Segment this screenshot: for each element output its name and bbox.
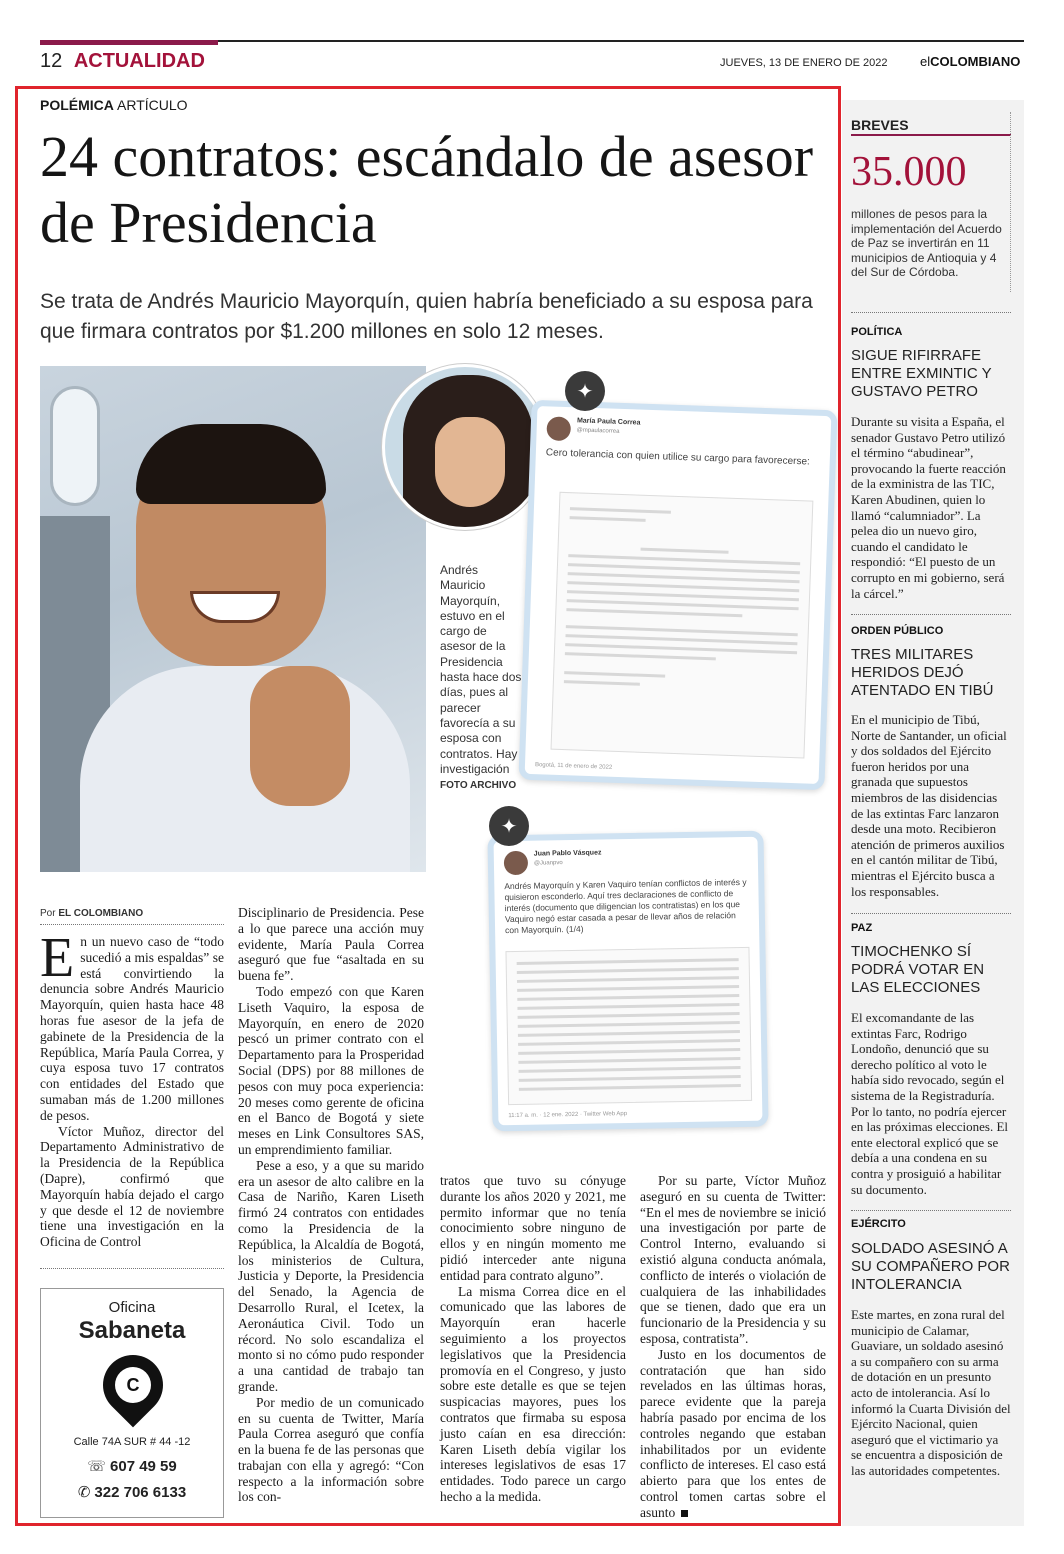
paragraph: Justo en los documentos de contratación que han sido revelados en las últimas horas, parece evidente que la pareja habría pasado por encima de los controles negando que estaban inhabilitados por un evidente conflicto de intereses. El caso está abierto para que los entes de control tomen cartas sobre el asunto <box>640 1346 826 1520</box>
tweet-text: Cero tolerancia con quien utilice su cargo para favorecerse: <box>545 447 810 468</box>
paragraph: Todo empezó con que Karen Liseth Vaquiro, la esposa de Mayorquín, en enero de 2020 pescó un primer contrato con el Departamento para la Prosperidad Social (DPS) por 88 millones de pesos con muy poca experiencia: 20 meses como gerente de oficina en el Banco de Bogotá y siete meses en Link Consultores SAS, un emprendimiento familiar. <box>238 983 424 1157</box>
tweet-document-image <box>505 947 752 1105</box>
twitter-bird-icon: ✦ <box>489 806 529 846</box>
divider <box>40 924 224 925</box>
newspaper-logo <box>920 54 1020 69</box>
brief-category: ORDEN PÚBLICO <box>851 625 944 637</box>
brief-headline: SIGUE RIFIRRAFE ENTRE EXMINTIC Y GUSTAVO PETRO <box>851 347 992 400</box>
tweet-author: María Paula Correa <box>576 417 641 427</box>
tweet-handle: @mpaulacorrea <box>576 427 620 435</box>
brief-text: El excomandante de las extintas Farc, Rodrigo Londoño, denunció que su derecho político al voto le había sido revocado, según el sistema de la Registraduría. Por lo tanto, no podría ejercer en las próximas elecciones. El ente electoral explicó que se debía a una condena en su contra y prosiguió a habilitar su documento. <box>851 1010 1009 1197</box>
brief-text: En el municipio de Tibú, Norte de Santander, un oficial y dos soldados del Ejército fueron heridos por una granada que supuestos miembros de las disidencias de las extintas Farc lanzaron desde una moto. Recibieron atención de primeros auxilios en el cantón militar de Tibú, mientras el Ejército busca a los responsables. <box>851 712 1007 899</box>
sidebar-title-rule <box>851 134 1011 136</box>
tweet-card-correa <box>518 400 837 790</box>
tweet-document-image <box>551 492 814 759</box>
caption-credit: FOTO ARCHIVO <box>440 780 517 792</box>
divider <box>851 1210 1011 1211</box>
airplane-window <box>50 386 100 506</box>
article-headline: 24 contratos: escándalo de asesor de Presidencia <box>40 124 814 255</box>
photo-caption <box>440 563 522 793</box>
paragraph: tratos que tuvo su cónyuge durante los años 2020 y 2021, me permito informar que no tenía conocimiento sobre ninguno de ellos y en ningún momento me pidió interceder ante niguna entidad para contrato alguno”. <box>440 1173 626 1283</box>
whatsapp-number: 322 706 6133 <box>94 1484 187 1501</box>
phone-number: 607 49 59 <box>110 1458 177 1475</box>
dropcap: E <box>40 927 75 989</box>
tweet-author: Juan Pablo Vásquez <box>533 849 602 858</box>
paragraph: Pese a eso, y a que su marido era un asesor de alto calibre en la Casa de Nariño, Karen Liseth firmó 24 contratos con entidades como la Presidencia de la República, la Alcaldía de Bogotá, los ministerios de Cultura, Justicia y Deporte, la Presidencia del Senado, la Agencia de Desarrollo Rural, el Icetex, la Aeronáutica Civil. Todo un récord. No solo escandaliza el monto si no cómo pudo responder a una cantidad de trabajo tan grande. <box>238 1157 424 1394</box>
paragraph: Por su parte, Víctor Muñoz aseguró en su cuenta de Twitter: “En el mes de noviembre se inició una investigación por parte de Control Interno, evaluando si existió alguna conducta anómala, conflicto de interés o violación de cualquiera de las inhabilidades que se tienen, dado que era un funcionario de la Presidencia y su esposa, contratista”. <box>640 1173 826 1346</box>
paragraph: Víctor Muñoz, director del Departamento Administrativo de la Presidencia de la República (Dapre), confirmó que Mayorquín había dejado el cargo y que desde el 12 de noviembre tiene una investigación en la Oficina de Control <box>40 1123 224 1250</box>
paragraph: n un nuevo caso de “todo sucedió a mis espaldas” se está convirtiendo la denuncia sobre Andrés Mauricio Mayorquín, quien hasta hace 48 horas fue asesor de la jefa de gabinete de la Presidencia de la República, María Paula Correa, y cuya esposa tuvo 17 contratos con entidades del Estado que sumaban más de 1.200 millones de pesos. <box>40 934 224 1123</box>
advertisement-box <box>40 1288 224 1518</box>
kicker-bold: POLÉMICA <box>40 97 114 113</box>
divider <box>851 614 1011 615</box>
phone-icon: ☏ <box>87 1457 107 1475</box>
sidebar-big-number: 35.000 <box>851 149 967 195</box>
ad-name: Sabaneta <box>78 1317 186 1344</box>
brief-category: EJÉRCITO <box>851 1218 906 1230</box>
tweet-avatar <box>504 851 528 875</box>
article-column-4 <box>640 1173 826 1521</box>
ad-logo: C <box>115 1367 151 1403</box>
divider <box>851 312 1011 313</box>
tweet-handle: @Juanpvo <box>533 860 563 867</box>
byline <box>40 908 143 919</box>
ad-title: Oficina <box>108 1299 156 1316</box>
whatsapp-icon: ✆ <box>77 1483 91 1501</box>
photo-mayorquin <box>40 366 426 872</box>
paragraph: Por medio de un comunicado en su cuenta de Twitter, María Paula Correa aseguró que confía en la buena fe de las personas que trabajan con ella y agregó: “Con respecto a la información sobre los con- <box>238 1394 424 1505</box>
end-mark <box>681 1510 688 1517</box>
brief-text: Durante su visita a España, el senador Gustavo Petro utilizó el término “abudinear”, provocando la fuerte reacción de la exministra de las TIC, Karen Abudinen, quien lo llamó “calumniador”. La pelea dio un nuevo giro, cuando el candidato le respondió: “El puesto de un corrupto en mi gobierno, será la cárcel.” <box>851 414 1006 601</box>
ad-phone <box>41 1457 223 1475</box>
header-accent-bar <box>40 40 218 45</box>
article-column-3 <box>440 1173 626 1505</box>
tweet-card-vasquez <box>487 831 768 1132</box>
brief-text: Este martes, en zona rural del municipio de Calamar, Guaviare, un soldado asesinó a su compañero con su arma de dotación en un presunto acto de intolerancia. Así lo informó la Cuarta División del Ejército Nacional, quien aseguró que el victimario ya se encuentra a disposición de las autoridades competentes. <box>851 1307 1011 1478</box>
brief-headline: TIMOCHENKO SÍ PODRÁ VOTAR EN LAS ELECCIONES <box>851 943 985 996</box>
issue-date: JUEVES, 13 DE ENERO DE 2022 <box>720 57 888 69</box>
brief-headline: TRES MILITARES HERIDOS DEJÓ ATENTADO EN TIBÚ <box>851 646 994 699</box>
brand-prefix: el <box>920 54 931 69</box>
tweet-footer: 11:17 a. m. · 12 ene. 2022 · Twitter Web App <box>508 1111 628 1120</box>
section-label <box>40 50 205 73</box>
section-name: ACTUALIDAD <box>73 50 205 72</box>
divider <box>851 913 1011 914</box>
shirt <box>80 666 410 872</box>
paragraph: Disciplinario de Presidencia. Pese a lo que parece una acción muy evidente, María Paula Correa aseguró que fue “asaltada en su buena fe”. <box>238 905 424 984</box>
divider <box>40 1268 224 1269</box>
caption-text: Andrés Mauricio Mayorquín, estuvo en el cargo de asesor de la Presidencia hasta hace dos días, pues al parecer favorecía a su esposa con contratos. Hay investigación <box>440 563 522 776</box>
page-number: 12 <box>40 50 63 72</box>
paragraph: La misma Correa dice en el comunicado que las labores de Mayorquín eran hacerle seguimiento a los proyectos legislativos que la Presidencia promovía en el Congreso, y justo sobre este detalle es que se tejen suspicacias mayores, pues los contratos que firmaba su esposa justo caían en esa dirección: Karen Liseth debía vigilar los intereses legislativos de esas 17 entidades. Todo parece un cargo hecho a la medida. <box>440 1283 626 1504</box>
tweet-text: Andrés Mayorquín y Karen Vaquiro tenían conflictos de interés y quisieron esconderlo. Aquí tres declaraciones de conflicto de interés (documento que diligencian los contratistas) en los que Vaquiro negó estar casada a pesar de llevar años de relación con Mayorquín. (1/4) <box>504 876 747 936</box>
thumbs-up-hand <box>250 666 350 806</box>
article-subhead: Se trata de Andrés Mauricio Mayorquín, quien habría beneficiado a su esposa para que firmara contratos por $1.200 millones en solo 12 meses. <box>40 290 813 343</box>
kicker-rest: ARTÍCULO <box>117 97 188 113</box>
brand-name: COLOMBIANO <box>930 54 1021 69</box>
tweet-avatar <box>546 416 571 441</box>
ad-address: Calle 74A SUR # 44 -12 <box>73 1436 191 1448</box>
sidebar-title: BREVES <box>851 117 909 133</box>
byline-name: EL COLOMBIANO <box>58 908 144 919</box>
brief-category: POLÍTICA <box>851 326 903 338</box>
article-column-2 <box>238 905 424 1505</box>
twitter-bird-icon: ✦ <box>565 371 605 411</box>
hair <box>136 424 326 504</box>
brief-headline: SOLDADO ASESINÓ A SU COMPAÑERO POR INTOLERANCIA <box>851 1240 1010 1293</box>
article-kicker <box>40 97 188 113</box>
ad-whatsapp <box>41 1483 223 1501</box>
photo-maria-paula-correa <box>382 364 548 530</box>
face <box>435 417 505 507</box>
article-column-1 <box>40 927 224 1250</box>
brief-category: PAZ <box>851 922 873 934</box>
tweet-footer: Bogotá, 11 de enero de 2022 <box>534 762 613 771</box>
sidebar-big-text: millones de pesos para la implementación del Acuerdo de Paz se invertirán en 11 municipios de Antioquia y 4 del Sur de Córdoba. <box>851 207 1002 280</box>
byline-prefix: Por <box>40 908 56 919</box>
